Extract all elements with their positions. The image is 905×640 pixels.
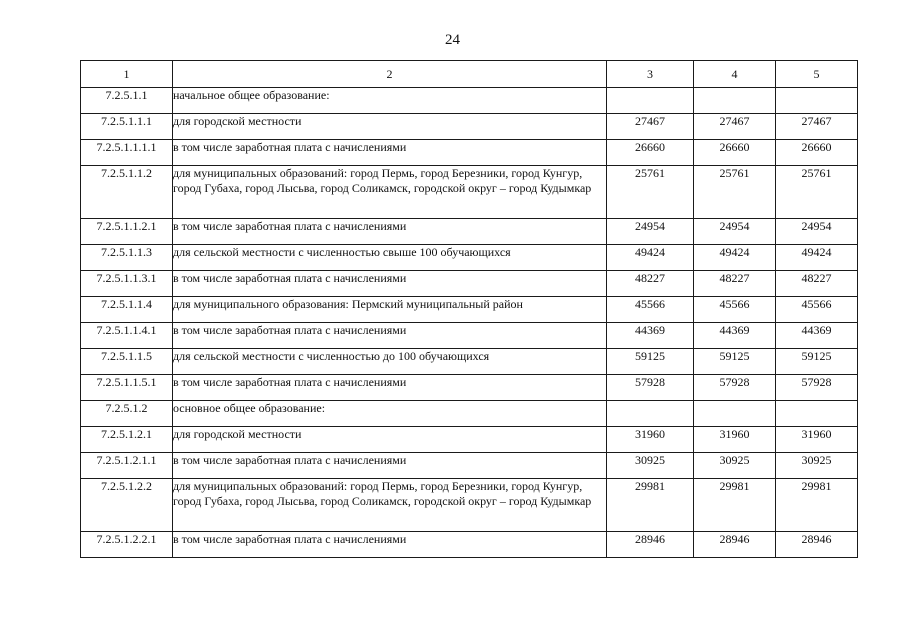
row-code-cell: 7.2.5.1.1.4.1: [81, 323, 173, 349]
row-code-cell: 7.2.5.1.1.5.1: [81, 375, 173, 401]
table-row: [81, 140, 858, 166]
column-header-2: 2: [173, 61, 607, 88]
row-code-cell: 7.2.5.1.2.2: [81, 479, 173, 532]
row-value-col5-cell: 28946: [776, 532, 858, 558]
row-name-cell: основное общее образование:: [173, 401, 607, 427]
row-name-cell: для сельской местности с численностью до 100 обучающихся: [173, 349, 607, 375]
row-name-cell: в том числе заработная плата с начислениями: [173, 323, 607, 349]
row-code-cell: 7.2.5.1.2: [81, 401, 173, 427]
row-value-col3-cell: 25761: [607, 166, 694, 219]
column-header-5: 5: [776, 61, 858, 88]
row-name-cell: начальное общее образование:: [173, 88, 607, 114]
row-code-cell: 7.2.5.1.2.2.1: [81, 532, 173, 558]
row-value-col4-cell: 28946: [694, 532, 776, 558]
row-name-cell: для сельской местности с численностью свыше 100 обучающихся: [173, 245, 607, 271]
row-value-col5-cell: 31960: [776, 427, 858, 453]
table-row: [81, 114, 858, 140]
row-code-cell: 7.2.5.1.1.3: [81, 245, 173, 271]
row-name-cell: для муниципального образования: Пермский муниципальный район: [173, 297, 607, 323]
table-header-row: [81, 61, 858, 88]
row-name-cell: для муниципальных образований: город Пермь, город Березники, город Кунгур, город Губаха, город Лысьва, город Соликамск, городской округ – город Кудымкар: [173, 166, 607, 219]
row-value-col5-cell: 26660: [776, 140, 858, 166]
table-row: [81, 219, 858, 245]
row-value-col4-cell: 24954: [694, 219, 776, 245]
table-row: [81, 166, 858, 219]
row-code-cell: 7.2.5.1.1.2: [81, 166, 173, 219]
row-value-col3-cell: 31960: [607, 427, 694, 453]
row-value-col4-cell: 31960: [694, 427, 776, 453]
row-value-col5-cell: 24954: [776, 219, 858, 245]
row-value-col3-cell: [607, 88, 694, 114]
row-value-col5-cell: [776, 401, 858, 427]
row-code-cell: 7.2.5.1.1.1.1: [81, 140, 173, 166]
table-row: [81, 245, 858, 271]
row-name-cell: в том числе заработная плата с начислениями: [173, 375, 607, 401]
table-row: [81, 323, 858, 349]
row-value-col3-cell: 48227: [607, 271, 694, 297]
row-value-col3-cell: 27467: [607, 114, 694, 140]
row-value-col4-cell: 29981: [694, 479, 776, 532]
row-name-cell: в том числе заработная плата с начислениями: [173, 453, 607, 479]
column-header-4: 4: [694, 61, 776, 88]
row-value-col4-cell: 45566: [694, 297, 776, 323]
row-name-cell: в том числе заработная плата с начислениями: [173, 532, 607, 558]
row-value-col3-cell: 44369: [607, 323, 694, 349]
table-row: [81, 88, 858, 114]
row-value-col5-cell: 29981: [776, 479, 858, 532]
row-code-cell: 7.2.5.1.1.4: [81, 297, 173, 323]
column-header-3: 3: [607, 61, 694, 88]
row-value-col4-cell: 57928: [694, 375, 776, 401]
row-value-col4-cell: 25761: [694, 166, 776, 219]
row-value-col4-cell: 44369: [694, 323, 776, 349]
table-row: [81, 479, 858, 532]
row-code-cell: 7.2.5.1.1.1: [81, 114, 173, 140]
row-value-col3-cell: 26660: [607, 140, 694, 166]
row-value-col3-cell: 29981: [607, 479, 694, 532]
row-code-cell: 7.2.5.1.1.2.1: [81, 219, 173, 245]
row-value-col5-cell: 44369: [776, 323, 858, 349]
table-row: [81, 349, 858, 375]
row-value-col5-cell: 25761: [776, 166, 858, 219]
row-code-cell: 7.2.5.1.1.3.1: [81, 271, 173, 297]
row-name-cell: в том числе заработная плата с начислениями: [173, 140, 607, 166]
table-row: [81, 453, 858, 479]
row-value-col5-cell: 45566: [776, 297, 858, 323]
row-value-col5-cell: 57928: [776, 375, 858, 401]
row-value-col5-cell: [776, 88, 858, 114]
page-number: 24: [445, 32, 460, 48]
table-row: [81, 532, 858, 558]
row-value-col3-cell: [607, 401, 694, 427]
row-value-col4-cell: [694, 88, 776, 114]
table-row: [81, 401, 858, 427]
table-row: [81, 271, 858, 297]
row-code-cell: 7.2.5.1.1.5: [81, 349, 173, 375]
row-name-cell: для городской местности: [173, 427, 607, 453]
row-value-col4-cell: 30925: [694, 453, 776, 479]
row-value-col4-cell: [694, 401, 776, 427]
row-name-cell: для муниципальных образований: город Пермь, город Березники, город Кунгур, город Губаха, город Лысьва, город Соликамск, городской округ – город Кудымкар: [173, 479, 607, 532]
row-value-col4-cell: 27467: [694, 114, 776, 140]
row-code-cell: 7.2.5.1.2.1: [81, 427, 173, 453]
row-code-cell: 7.2.5.1.2.1.1: [81, 453, 173, 479]
table-body: [81, 61, 858, 558]
row-value-col4-cell: 59125: [694, 349, 776, 375]
row-value-col3-cell: 49424: [607, 245, 694, 271]
table-row: [81, 297, 858, 323]
row-code-cell: 7.2.5.1.1: [81, 88, 173, 114]
row-value-col3-cell: 28946: [607, 532, 694, 558]
table-row: [81, 375, 858, 401]
row-name-cell: в том числе заработная плата с начислениями: [173, 219, 607, 245]
row-value-col3-cell: 59125: [607, 349, 694, 375]
row-value-col4-cell: 49424: [694, 245, 776, 271]
row-value-col3-cell: 45566: [607, 297, 694, 323]
row-name-cell: в том числе заработная плата с начислениями: [173, 271, 607, 297]
row-value-col3-cell: 30925: [607, 453, 694, 479]
data-table: [80, 60, 858, 558]
row-value-col3-cell: 24954: [607, 219, 694, 245]
row-value-col5-cell: 48227: [776, 271, 858, 297]
row-value-col5-cell: 49424: [776, 245, 858, 271]
row-name-cell: для городской местности: [173, 114, 607, 140]
row-value-col5-cell: 59125: [776, 349, 858, 375]
row-value-col5-cell: 27467: [776, 114, 858, 140]
row-value-col4-cell: 26660: [694, 140, 776, 166]
row-value-col3-cell: 57928: [607, 375, 694, 401]
column-header-1: 1: [81, 61, 173, 88]
row-value-col4-cell: 48227: [694, 271, 776, 297]
table-row: [81, 427, 858, 453]
row-value-col5-cell: 30925: [776, 453, 858, 479]
